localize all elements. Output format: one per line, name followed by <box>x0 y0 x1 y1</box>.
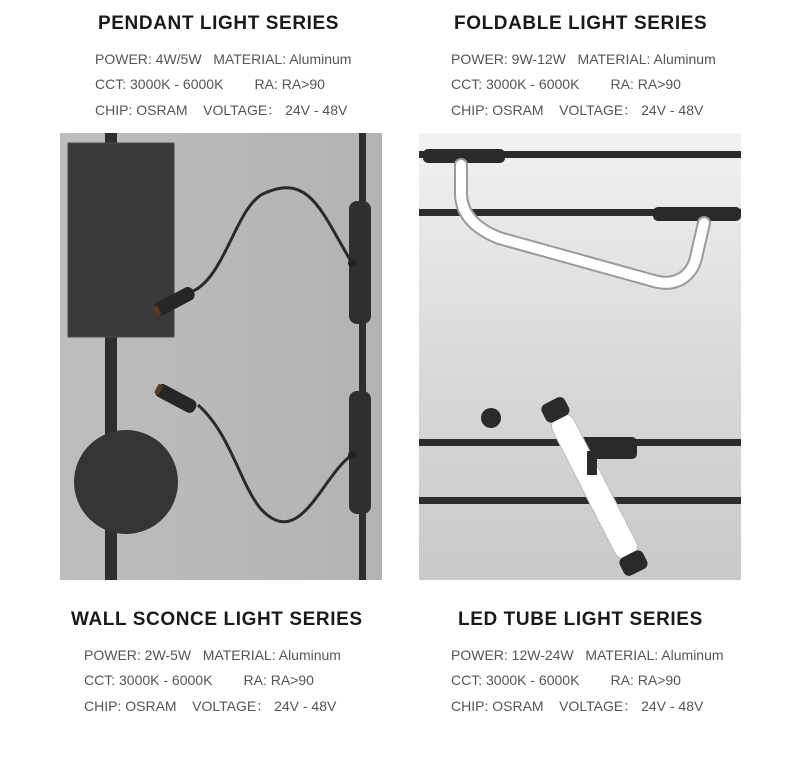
pendant-spec-power: POWER: 4W/5W MATERIAL: Aluminum <box>95 51 352 67</box>
pendant-spec-chip: CHIP: OSRAM VOLTAGE： 24V - 48V <box>95 102 348 118</box>
sconce-spec-power: POWER: 2W-5W MATERIAL: Aluminum <box>84 647 341 663</box>
sconce-spec-chip: CHIP: OSRAM VOLTAGE： 24V - 48V <box>84 698 337 714</box>
led-tube-series-title: LED TUBE LIGHT SERIES <box>458 609 703 630</box>
pendant-spec-cct: CCT: 3000K - 6000K RA: RA>90 <box>95 76 325 92</box>
sconce-spec-cct: CCT: 3000K - 6000K RA: RA>90 <box>84 672 314 688</box>
foldable-series-title: FOLDABLE LIGHT SERIES <box>454 13 708 34</box>
foldable-spec-chip: CHIP: OSRAM VOLTAGE： 24V - 48V <box>451 102 704 118</box>
foldable-spec-cct: CCT: 3000K - 6000K RA: RA>90 <box>451 76 681 92</box>
tube-spec-power: POWER: 12W-24W MATERIAL: Aluminum <box>451 647 724 663</box>
pendant-series-title: PENDANT LIGHT SERIES <box>98 13 340 34</box>
tube-spec-chip: CHIP: OSRAM VOLTAGE： 24V - 48V <box>451 698 704 714</box>
tube-spec-cct: CCT: 3000K - 6000K RA: RA>90 <box>451 672 681 688</box>
foldable-spec-power: POWER: 9W-12W MATERIAL: Aluminum <box>451 51 716 67</box>
wall-sconce-product-photo <box>60 133 382 580</box>
track-light-product-photo <box>419 133 741 580</box>
wall-sconce-series-title: WALL SCONCE LIGHT SERIES <box>71 609 363 630</box>
